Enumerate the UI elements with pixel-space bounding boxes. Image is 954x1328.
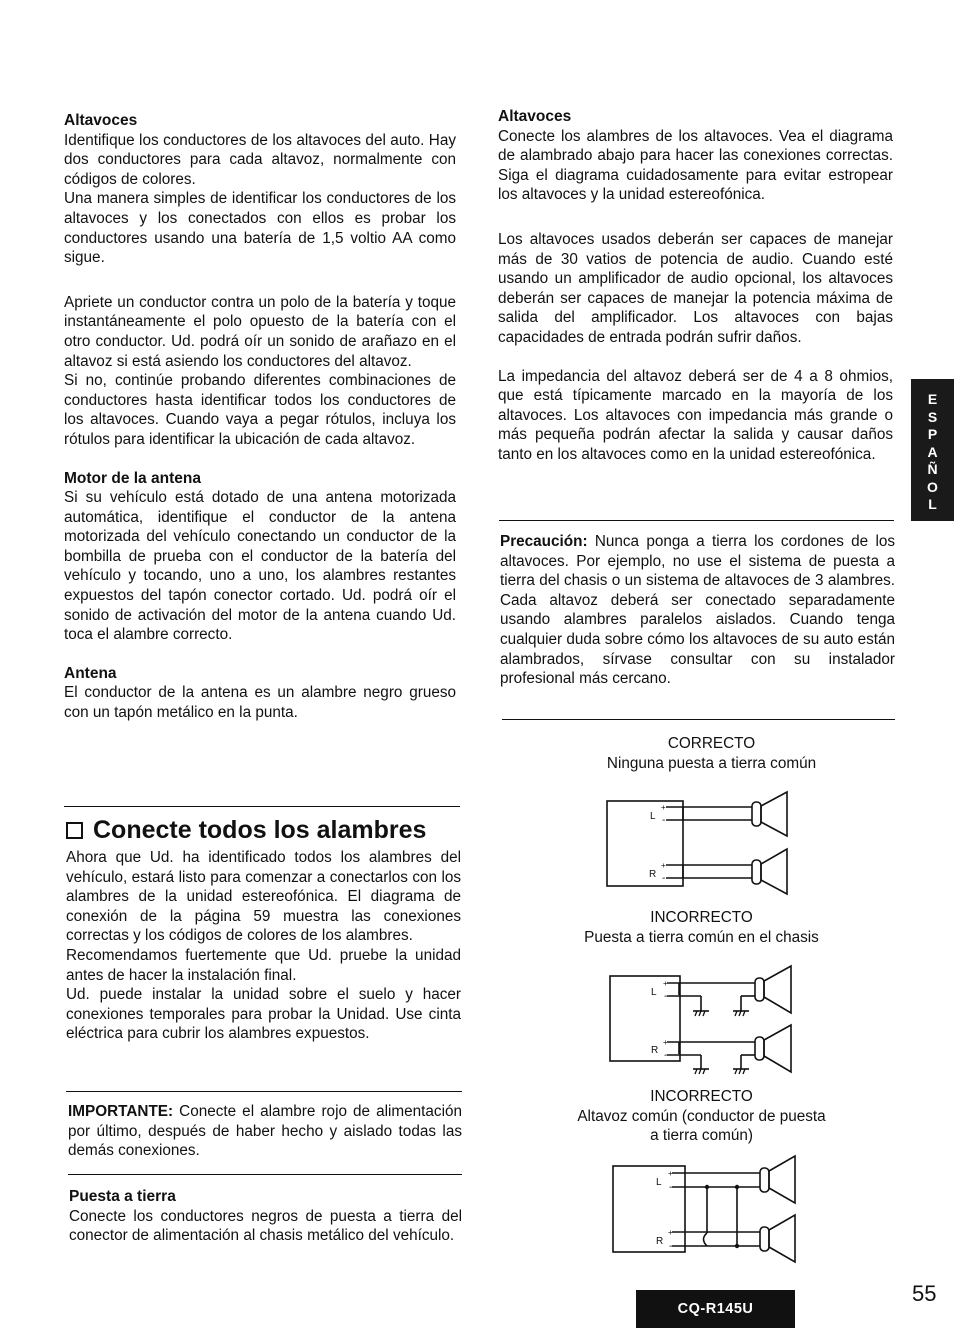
minus-sign: - <box>662 873 666 884</box>
altavoces-heading-left: Altavoces <box>64 112 138 129</box>
divider <box>502 719 895 720</box>
label-l: L <box>651 987 657 998</box>
paragraph: Identifique los conductores de los altavoces del auto. Hay dos conductores para cada altavoz, normalmente con códigos de colores. <box>64 131 456 188</box>
incorrecto1-caption <box>530 908 873 947</box>
label-r: R <box>649 869 657 880</box>
incorrecto2-subtitle-line1: Altavoz común (conductor de puesta <box>577 1107 826 1125</box>
paragraph: Apriete un conductor contra un polo de la batería y toque instantáneamente el polo opuesto de la batería con el otro conductor. Ud. podrá oír un sonido de arañazo en el altavoz si está asiendo los conductores del altavoz. <box>64 293 456 370</box>
paragraph: Una manera simples de identificar los conductores de los altavoces y los conectados con ellos es probar los conductores usando una batería de 1,5 voltio AA como sigue. <box>64 190 456 267</box>
model-number-badge: CQ-R145U <box>636 1290 795 1328</box>
paragraph: Si no, continúe probando diferentes combinaciones de conductores hasta identificar todos los conductores de los altavoces. Cuando vaya a pegar rótulos, incluya los rótulos para identificar la ubicación de cada altavoz. <box>64 372 456 448</box>
plus-sign: + <box>661 861 666 870</box>
plus-sign: + <box>663 1038 668 1047</box>
divider <box>499 520 894 521</box>
tab-letter: Ñ <box>927 461 938 477</box>
correcto-title: CORRECTO <box>667 735 756 752</box>
divider <box>64 806 460 807</box>
tab-letter: A <box>927 443 938 460</box>
minus-sign: - <box>669 1241 673 1252</box>
plus-sign: + <box>668 1228 673 1237</box>
importante-note: IMPORTANTE: Conecte el alambre rojo de alimentación por último, después de haber hecho y aislado todas las demás conexiones. <box>68 1103 462 1160</box>
tab-letter: E <box>927 391 938 407</box>
checkbox-square-icon <box>66 822 83 839</box>
minus-sign: - <box>664 991 668 1002</box>
importante-label: IMPORTANTE: <box>68 1103 174 1120</box>
incorrecto-common-lead-diagram <box>612 1155 802 1265</box>
correcto-caption <box>540 734 883 773</box>
left-column <box>64 111 456 723</box>
incorrecto1-title: INCORRECTO <box>650 909 753 926</box>
plus-sign: + <box>663 979 668 988</box>
precaucion-note: Precaución: Nunca ponga a tierra los cordones de los altavoces. Por ejemplo, no use el sistema de puesta a tierra del chasis o un sistema de altavoces de 3 alambres. Cada altavoz deberá ser conectado separadamente usando alambres paralelos aislados. Cuando tenga cualquier duda sobre cómo los altavoces de su auto están alambrados, sírvase consultar con su instalador profesional más cercano. <box>500 533 895 688</box>
minus-sign: - <box>669 1182 673 1193</box>
precaucion-label: Precaución: <box>500 533 588 550</box>
paragraph: Conecte los alambres de los altavoces. Vea el diagrama de alambrado abajo para hacer las conexiones correctas. Siga el diagrama cuidadosamente para evitar estropear los altavoces y la unidad estereofónica. <box>498 127 893 204</box>
tierra-heading: Puesta a tierra <box>69 1188 176 1205</box>
incorrecto-chassis-ground-diagram <box>609 965 799 1075</box>
altavoces-heading-right: Altavoces <box>498 108 572 125</box>
label-r: R <box>656 1236 664 1247</box>
tab-letter: L <box>928 496 937 512</box>
conecte-section <box>66 815 461 1044</box>
minus-sign: - <box>664 1050 668 1061</box>
tab-letter: S <box>927 408 938 425</box>
paragraph: Si su vehículo está dotado de una antena motorizada automática, identifique el conductor de la antena motorizada del vehículo conectando un conductor de la bombilla de prueba con el conductor de la batería del vehículo y tocando, uno a uno, los alambres restantes expuestos del tapón conector cortado. Ud. podrá oír el sonido de activación del motor de la antena cuando Ud. toca el alambre correcto. <box>64 489 456 644</box>
incorrecto2-caption <box>530 1087 873 1146</box>
paragraph: La impedancia del altavoz deberá ser de 4 a 8 ohmios, que está típicamente marcado en la mayoría de los altavoces. Los altavoces con impedancia más grande o más pequeña podrán afectar la salida y causar daños tanto en los altavoces como en la unidad estereofónica. <box>498 367 893 463</box>
label-l: L <box>656 1177 662 1188</box>
right-column <box>498 107 893 465</box>
tab-letter: P <box>927 426 938 442</box>
paragraph: Recomendamos fuertemente que Ud. pruebe la unidad antes de hacer la instalación final. <box>66 946 461 984</box>
correcto-subtitle: Ninguna puesta a tierra común <box>606 754 817 772</box>
page-number: 55 <box>912 1281 937 1306</box>
conecte-heading: Conecte todos los alambres <box>66 815 461 845</box>
paragraph: Conecte los conductores negros de puesta a tierra del conector de alimentación al chasis metálico del vehículo. <box>69 1207 462 1245</box>
language-side-tab <box>911 379 954 521</box>
incorrecto2-title: INCORRECTO <box>650 1088 753 1105</box>
paragraph: Ud. puede instalar la unidad sobre el suelo y hacer conexiones temporales para probar la Unidad. Use cinta eléctrica para cubrir los alambres expuestos. <box>66 986 461 1043</box>
label-r: R <box>651 1045 659 1056</box>
plus-sign: + <box>668 1169 673 1178</box>
divider <box>66 1091 462 1092</box>
incorrecto2-subtitle-line2: a tierra común) <box>650 1127 753 1145</box>
plus-sign: + <box>661 803 666 812</box>
tierra-section <box>69 1187 462 1246</box>
correcto-wiring-diagram <box>606 792 796 892</box>
motor-heading: Motor de la antena <box>64 469 201 487</box>
tab-letter: O <box>927 478 938 495</box>
label-l: L <box>650 811 656 822</box>
minus-sign: - <box>662 815 666 826</box>
paragraph: Ahora que Ud. ha identificado todos los alambres del vehículo, estará listo para comenzar a conectarlos con los alambres de la unidad estereofónica. El diagrama de conexión de la página 59 muestra las conexiones correctas y los códigos de colores de los alambres. <box>66 849 461 945</box>
incorrecto1-subtitle: Puesta a tierra común en el chasis <box>584 928 819 946</box>
paragraph: El conductor de la antena es un alambre negro grueso con un tapón metálico en la punta. <box>64 684 456 722</box>
paragraph: Los altavoces usados deberán ser capaces de manejar más de 30 vatios de potencia de audio. Cuando esté usando un amplificador de audio opcional, los altavoces deberán ser capaces de manejar la potencia máxima de salida del amplificador. Los altavoces con bajas capacidades de entrada podrán sufrir daños. <box>498 230 893 346</box>
antena-heading: Antena <box>64 664 117 682</box>
divider <box>68 1174 462 1175</box>
